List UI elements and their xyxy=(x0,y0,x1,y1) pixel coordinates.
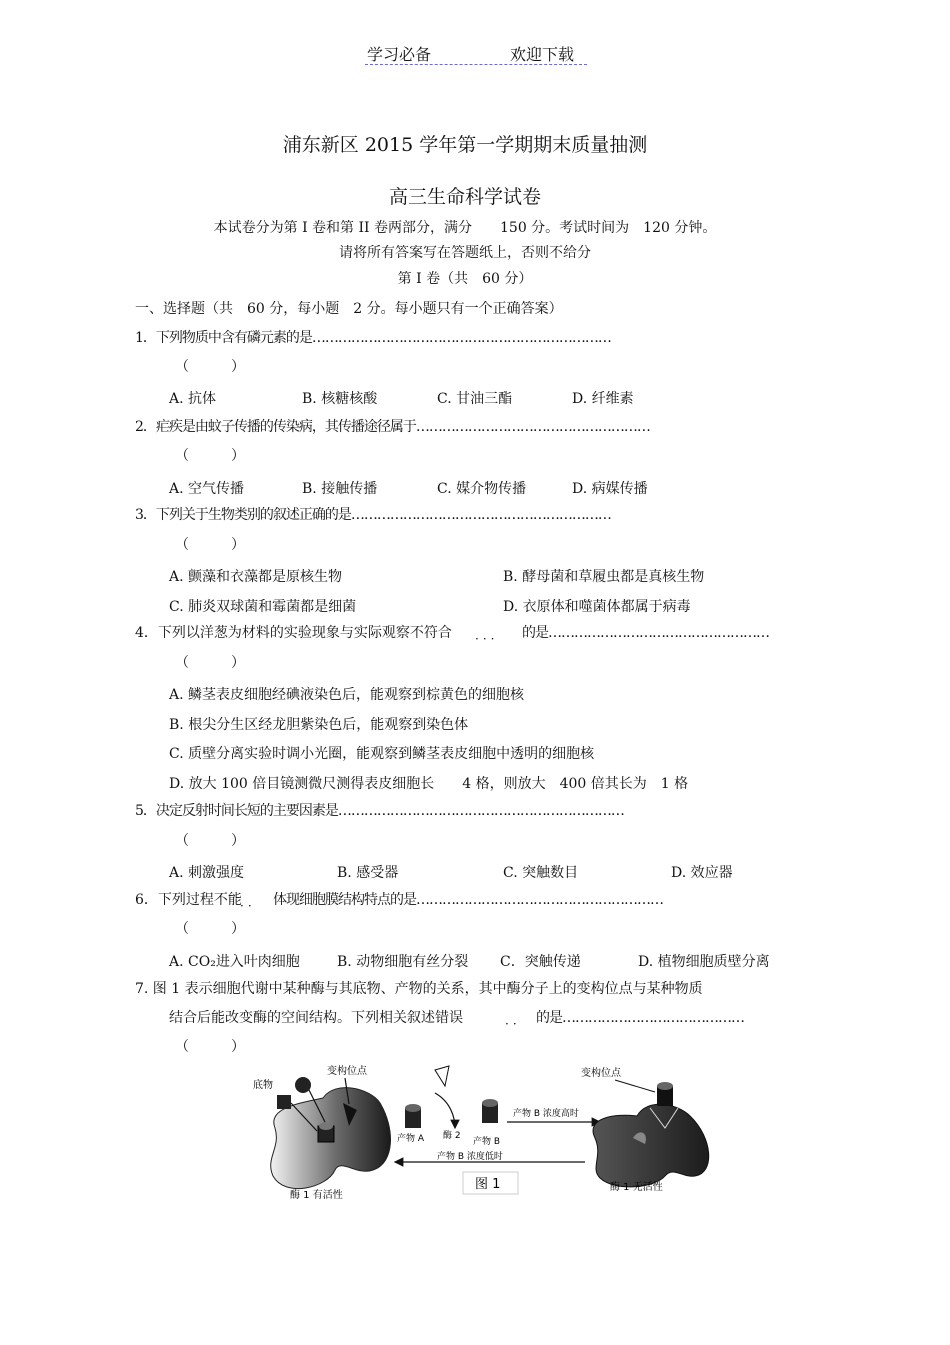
q2-option-c: C. 媒介物传播 xyxy=(437,481,527,497)
q4-option-b: B. 根尖分生区经龙胆紫染色后，能观察到染色体 xyxy=(169,717,469,733)
q1-stem: 1．下列物质中含有磷元素的是…………………………………………………………… xyxy=(135,330,611,346)
q1-option-b: B. 核糖核酸 xyxy=(302,391,378,407)
label-allosteric-site-right: 变构位点 xyxy=(581,1068,621,1079)
label-enzyme-1-active: 酶 1 有活性 xyxy=(290,1190,343,1201)
q7-stem-line-1: 7. 图 1 表示细胞代谢中某种酶与其底物、产物的关系，其中酶分子上的变构位点与某种物质 xyxy=(135,981,703,997)
section-heading: 一、选择题（共 60 分，每小题 2 分。每小题只有一个正确答案） xyxy=(135,301,563,317)
q4-answer-paren: （ ） xyxy=(175,655,245,671)
q5-stem: 5．决定反射时间长短的主要因素是………………………………………………………… xyxy=(135,803,624,819)
q1-option-d: D. 纤维素 xyxy=(572,391,634,407)
intro-line-2: 请将所有答案写在答题纸上，否则不给分 xyxy=(339,245,591,261)
q7-emphasis-dots: ·· xyxy=(505,1017,521,1031)
intro-line-3: 第 I 卷（共 60 分） xyxy=(397,271,533,287)
q3-option-a: A. 颤藻和衣藻都是原核生物 xyxy=(169,569,343,585)
q6-option-b: B. 动物细胞有丝分裂 xyxy=(337,954,469,970)
q2-option-a: A. 空气传播 xyxy=(169,481,245,497)
q2-stem: 2．疟疾是由蚊子传播的传染病，其传播途径属于……………………………………………… xyxy=(135,419,650,435)
q3-option-b: B. 酵母菌和草履虫都是真核生物 xyxy=(503,569,705,585)
q3-stem: 3．下列关于生物类别的叙述正确的是…………………………………………………… xyxy=(135,507,611,523)
q6-emphasis-dots: ·· xyxy=(240,899,256,913)
q3-option-c: C. 肺炎双球菌和霉菌都是细菌 xyxy=(169,599,357,615)
q7-stem-line-2-end: 的是…………………………………… xyxy=(536,1010,744,1026)
q6-stem-start: 6．下列过程不能 xyxy=(135,892,242,908)
q6-answer-paren: （ ） xyxy=(175,921,245,937)
q1-answer-paren: （ ） xyxy=(175,359,245,375)
q7-answer-paren: （ ） xyxy=(175,1039,245,1055)
q4-stem-start: 4．下列以洋葱为材料的实验现象与实际观察不符合 xyxy=(135,625,452,641)
header-right: 欢迎下载 xyxy=(510,45,575,64)
exam-subtitle: 高三生命科学试卷 xyxy=(388,186,541,208)
label-allosteric-site-left: 变构位点 xyxy=(327,1066,367,1077)
label-product-a: 产物 A xyxy=(397,1134,425,1144)
q6-option-a: A. CO₂进入叶肉细胞 xyxy=(169,954,300,970)
q2-answer-paren: （ ） xyxy=(175,448,245,464)
q5-answer-paren: （ ） xyxy=(175,833,245,849)
enzyme-1-inactive-shape xyxy=(593,1104,709,1187)
q5-option-a: A. 刺激强度 xyxy=(169,865,245,881)
q4-emphasis-dots: ··· xyxy=(475,632,499,646)
q6-stem-end: 体现细胞膜结构特点的是………………………………………………… xyxy=(273,892,663,908)
q2-option-b: B. 接触传播 xyxy=(302,481,378,497)
label-product-b: 产物 B xyxy=(473,1137,501,1147)
label-substrate: 底物 xyxy=(253,1080,273,1091)
q3-answer-paren: （ ） xyxy=(175,537,245,553)
q3-option-d: D. 衣原体和噬菌体都属于病毒 xyxy=(503,599,691,615)
q5-option-b: B. 感受器 xyxy=(337,865,399,881)
label-enzyme-2: 酶 2 xyxy=(443,1131,461,1141)
q4-option-d: D. 放大 100 倍目镜测微尺测得表皮细胞长 4 格，则放大 400 倍其长为 1 格 xyxy=(169,776,689,792)
figure-1-enzyme-diagram xyxy=(245,1058,725,1203)
q4-option-c: C. 质壁分离实验时调小光圈，能观察到鳞茎表皮细胞中透明的细胞核 xyxy=(169,746,595,762)
header-left: 学习必备 xyxy=(367,45,432,64)
page-header xyxy=(365,42,587,65)
q4-option-a: A. 鳞茎表皮细胞经碘液染色后，能观察到棕黄色的细胞核 xyxy=(169,687,525,703)
q5-option-c: C. 突触数目 xyxy=(503,865,579,881)
q6-option-c: C．突触传递 xyxy=(500,954,581,970)
label-enzyme-1-inactive: 酶 1 无活性 xyxy=(610,1182,663,1193)
q5-option-d: D. 效应器 xyxy=(671,865,733,881)
exam-title: 浦东新区 2015 学年第一学期期末质量抽测 xyxy=(282,134,648,156)
figure-caption: 图 1 xyxy=(475,1177,501,1192)
q1-option-c: C. 甘油三酯 xyxy=(437,391,513,407)
label-high-concentration: 产物 B 浓度高时 xyxy=(513,1109,579,1119)
q2-option-d: D. 病媒传播 xyxy=(572,481,648,497)
q6-option-d: D. 植物细胞质壁分离 xyxy=(638,954,770,970)
q4-stem-end: 的是…………………………………………… xyxy=(522,625,769,641)
enzyme-2-icon xyxy=(435,1066,449,1086)
q7-stem-line-2-start: 结合后能改变酶的空间结构。下列相关叙述错误 xyxy=(169,1010,463,1026)
label-low-concentration: 产物 B 浓度低时 xyxy=(437,1152,503,1162)
q1-option-a: A. 抗体 xyxy=(169,391,217,407)
intro-line-1: 本试卷分为第 I 卷和第 II 卷两部分，满分 150 分。考试时间为 120 分钟。 xyxy=(213,220,717,236)
